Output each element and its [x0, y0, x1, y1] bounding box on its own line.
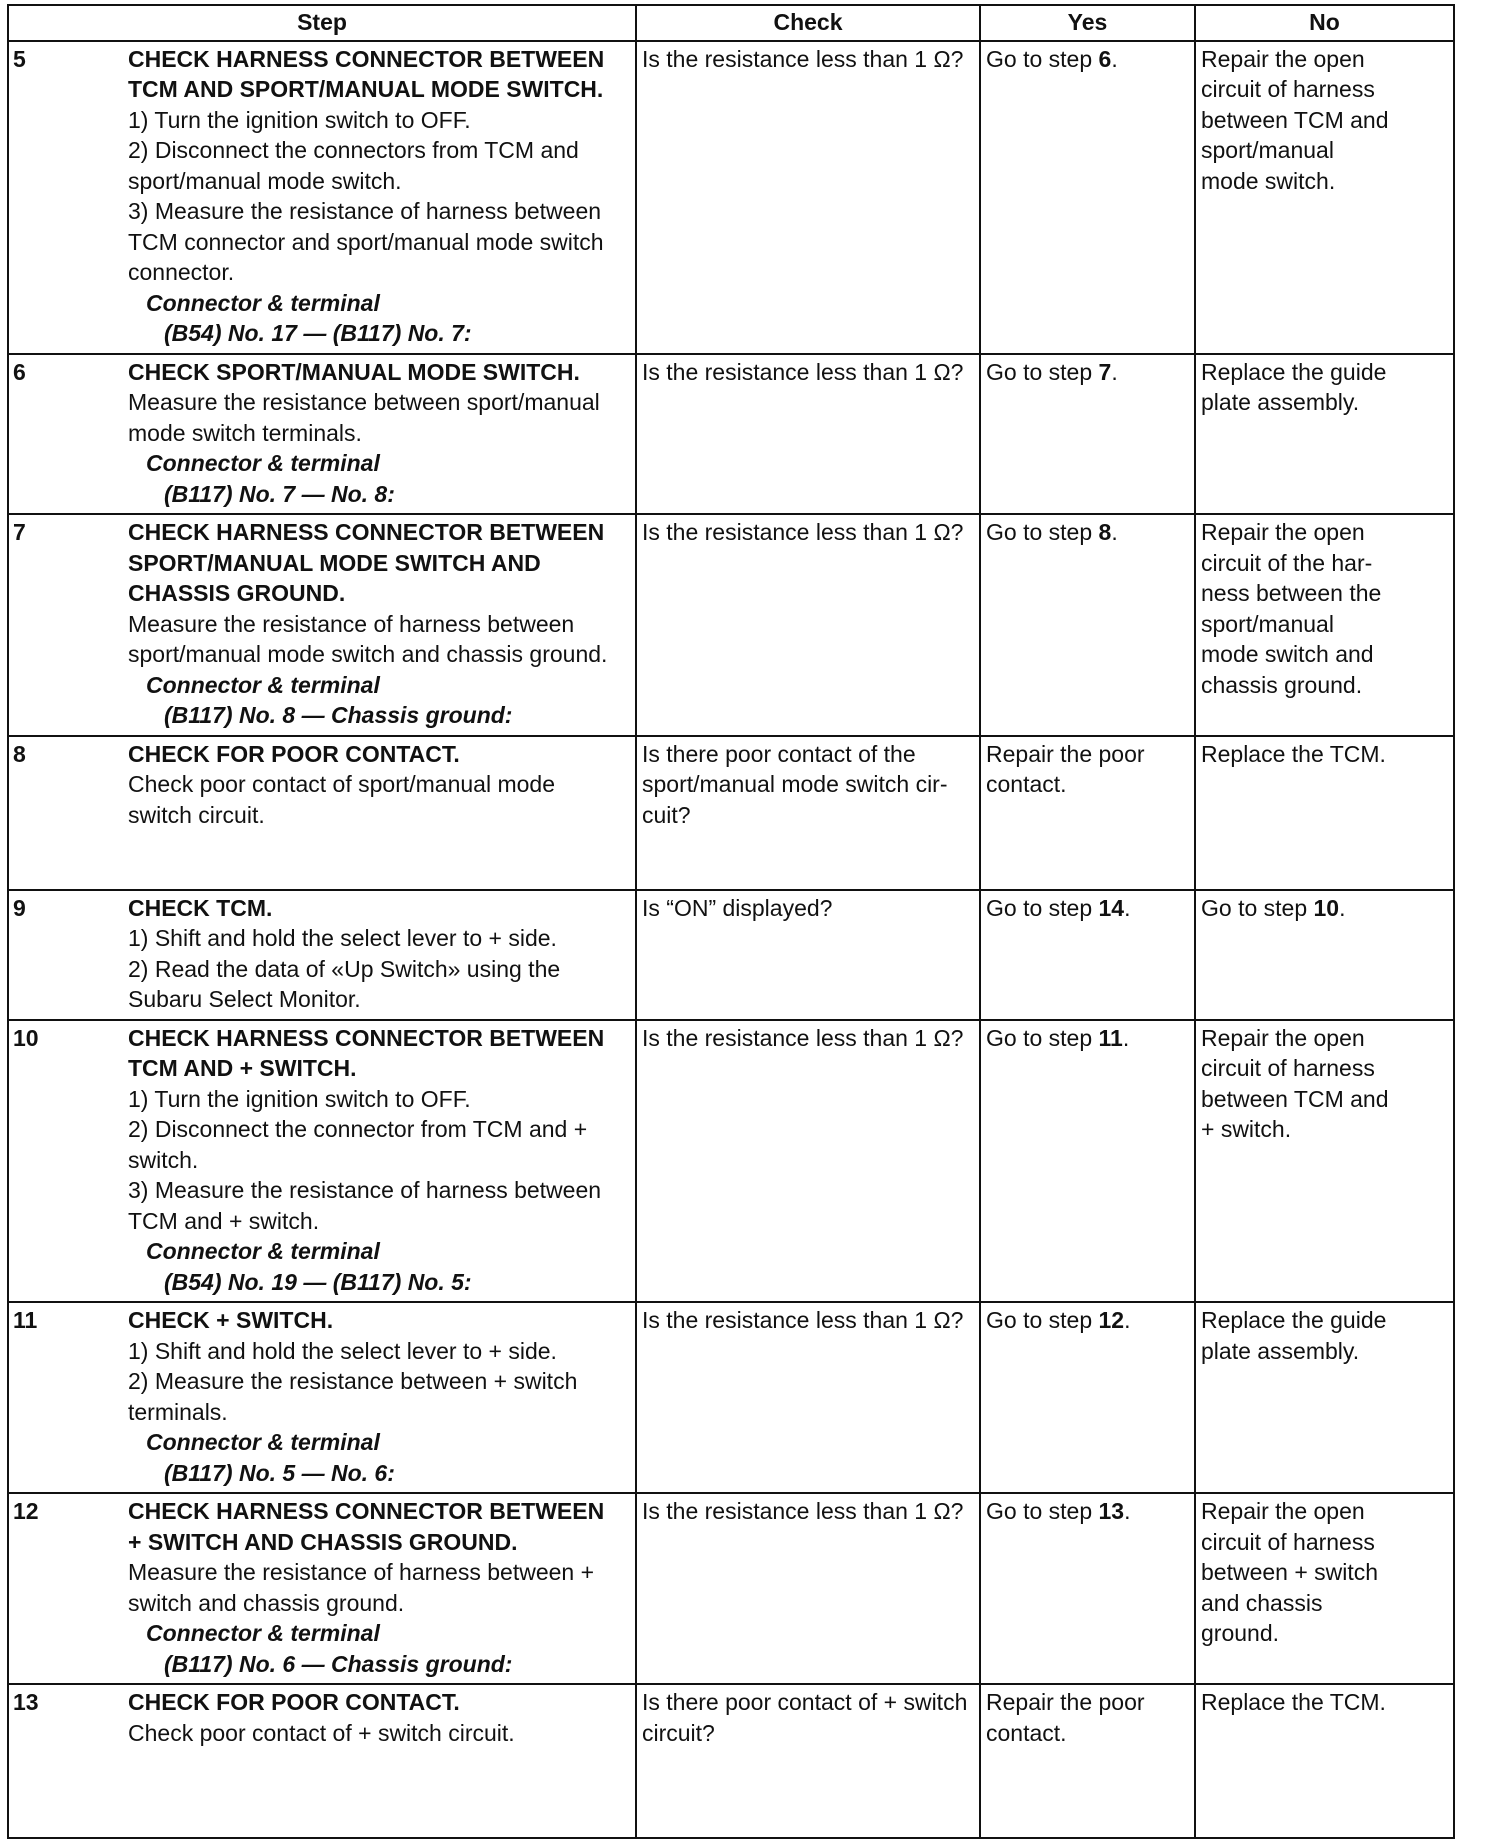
table-row: [8, 1684, 1454, 1838]
yes-step-number: 13: [1098, 1498, 1125, 1524]
no-text: Replace the guide: [1201, 1307, 1387, 1333]
step-number: 12: [8, 1493, 126, 1684]
no-text: and chassis: [1201, 1589, 1323, 1616]
check-cell: [636, 890, 980, 1020]
step-title: TCM AND + SWITCH.: [128, 1055, 357, 1081]
step-description: [126, 890, 636, 1020]
header-no: No: [1195, 5, 1454, 41]
no-text: Repair the open: [1201, 45, 1365, 72]
step-instruction: 1) Turn the ignition switch to OFF.: [128, 1085, 471, 1112]
step-instruction: Subaru Select Monitor.: [128, 986, 361, 1012]
no-text: sport/manual: [1201, 137, 1334, 163]
step-number: 10: [8, 1020, 126, 1303]
yes-prefix: Go to step: [986, 358, 1099, 385]
step-number: 6: [8, 354, 126, 515]
step-instruction: Measure the resistance between sport/manual: [128, 389, 600, 415]
yes-text: [986, 1305, 1189, 1336]
terminal-spec: (B54) No. 19 — (B117) No. 5:: [164, 1268, 472, 1295]
yes-text: [986, 1496, 1189, 1527]
yes-prefix: Go to step: [986, 45, 1099, 72]
yes-step-number: 7: [1098, 358, 1112, 385]
check-cell: [636, 1493, 980, 1684]
no-text: sport/manual: [1201, 610, 1334, 637]
step-title: TCM AND SPORT/MANUAL MODE SWITCH.: [128, 76, 604, 102]
check-cell: [636, 514, 980, 736]
yes-cell: [980, 1493, 1195, 1684]
yes-step-number: 8: [1098, 519, 1112, 545]
no-text: between + switch: [1201, 1559, 1379, 1585]
table-row: [8, 1020, 1454, 1303]
step-title: CHASSIS GROUND.: [128, 580, 346, 606]
table-row: [8, 41, 1454, 354]
yes-step-number: 12: [1098, 1307, 1125, 1333]
terminal-spec: (B117) No. 8 — Chassis ground:: [164, 702, 513, 728]
no-text: circuit of harness: [1201, 76, 1375, 102]
table-row: [8, 514, 1454, 736]
connector-label: Connector & terminal: [146, 1238, 380, 1264]
no-cell: [1195, 1302, 1454, 1493]
no-text: between TCM and: [1201, 106, 1389, 133]
step-instruction: 3) Measure the resistance of harness between: [128, 1177, 602, 1203]
step-number: 7: [8, 514, 126, 736]
step-title: CHECK FOR POOR CONTACT.: [128, 1689, 460, 1715]
step-title: SPORT/MANUAL MODE SWITCH AND: [128, 549, 541, 576]
step-description: [126, 736, 636, 890]
yes-prefix: Go to step: [986, 1024, 1099, 1051]
connector-label: Connector & terminal: [146, 450, 380, 476]
no-text: + switch.: [1201, 1116, 1292, 1142]
no-cell: [1195, 1684, 1454, 1838]
terminal-spec: (B117) No. 6 — Chassis ground:: [164, 1650, 513, 1677]
check-text: Is the resistance less than 1 Ω?: [642, 1024, 964, 1051]
step-title: CHECK HARNESS CONNECTOR BETWEEN: [128, 1498, 605, 1524]
check-cell: [636, 1302, 980, 1493]
step-number: 5: [8, 41, 126, 354]
yes-suffix: .: [1124, 894, 1131, 921]
no-cell: [1195, 1493, 1454, 1684]
yes-text: [986, 1023, 1189, 1054]
step-title: CHECK HARNESS CONNECTOR BETWEEN: [128, 519, 605, 545]
step-title: CHECK TCM.: [128, 894, 273, 921]
table-row: [8, 736, 1454, 890]
no-text: plate assembly.: [1201, 389, 1360, 415]
yes-step-number: 14: [1098, 894, 1125, 921]
no-cell: [1195, 41, 1454, 354]
yes-cell: [980, 354, 1195, 515]
no-text: Repair the open: [1201, 1498, 1365, 1524]
step-instruction: switch and chassis ground.: [128, 1589, 405, 1616]
step-number: 9: [8, 890, 126, 1020]
table-row: [8, 1493, 1454, 1684]
no-cell: [1195, 736, 1454, 890]
terminal-spec: (B117) No. 7 — No. 8:: [164, 480, 395, 507]
step-number: 11: [8, 1302, 126, 1493]
check-text: Is there poor contact of + switch: [642, 1689, 968, 1715]
no-suffix: .: [1339, 894, 1346, 921]
step-description: [126, 41, 636, 354]
no-text: [1201, 893, 1448, 924]
yes-suffix: .: [1111, 519, 1118, 545]
yes-suffix: .: [1111, 358, 1118, 385]
no-text: mode switch.: [1201, 167, 1336, 194]
yes-step-number: 11: [1098, 1024, 1123, 1051]
check-text: cuit?: [642, 801, 691, 828]
diagnostic-procedure-sheet: [7, 4, 1453, 1839]
step-description: [126, 1684, 636, 1838]
check-cell: [636, 354, 980, 515]
check-cell: [636, 736, 980, 890]
yes-text: [986, 517, 1189, 548]
no-text: Repair the open: [1201, 519, 1365, 545]
step-description: [126, 1493, 636, 1684]
yes-text: Repair the poor: [986, 740, 1145, 767]
check-text: sport/manual mode switch cir-: [642, 771, 948, 797]
no-text: chassis ground.: [1201, 671, 1363, 698]
yes-text: [986, 357, 1189, 388]
step-instruction: mode switch terminals.: [128, 419, 362, 446]
table-body: [8, 41, 1454, 1839]
connector-label: Connector & terminal: [146, 1620, 380, 1646]
step-description: [126, 1302, 636, 1493]
step-instruction: 2) Measure the resistance between + switch: [128, 1368, 578, 1394]
step-instruction: TCM and + switch.: [128, 1207, 320, 1234]
no-text: circuit of harness: [1201, 1055, 1375, 1081]
yes-step-number: 6: [1098, 45, 1112, 72]
step-instruction: sport/manual mode switch.: [128, 167, 402, 194]
no-text: ness between the: [1201, 580, 1382, 606]
no-text: Repair the open: [1201, 1024, 1365, 1051]
diagnostic-table: [7, 4, 1455, 1839]
step-instruction: 1) Turn the ignition switch to OFF.: [128, 106, 471, 133]
yes-text: [986, 893, 1189, 924]
terminal-spec: (B54) No. 17 — (B117) No. 7:: [164, 320, 472, 346]
step-title: CHECK + SWITCH.: [128, 1307, 334, 1333]
connector-label: Connector & terminal: [146, 671, 380, 698]
yes-text: contact.: [986, 1719, 1067, 1746]
header-yes: Yes: [980, 5, 1195, 41]
no-text: Replace the guide: [1201, 358, 1387, 385]
check-text: Is the resistance less than 1 Ω?: [642, 1307, 964, 1333]
yes-prefix: Go to step: [986, 1307, 1099, 1333]
step-number: 13: [8, 1684, 126, 1838]
check-text: Is the resistance less than 1 Ω?: [642, 358, 964, 385]
check-cell: [636, 1684, 980, 1838]
header-step: Step: [8, 5, 636, 41]
step-description: [126, 354, 636, 515]
step-number: 8: [8, 736, 126, 890]
step-instruction: 1) Shift and hold the select lever to + side.: [128, 1337, 557, 1364]
step-description: [126, 1020, 636, 1303]
check-text: Is the resistance less than 1 Ω?: [642, 1498, 964, 1524]
table-row: [8, 1302, 1454, 1493]
step-instruction: 2) Disconnect the connectors from TCM and: [128, 137, 579, 163]
step-instruction: Measure the resistance of harness between +: [128, 1559, 595, 1585]
step-instruction: TCM connector and sport/manual mode switch: [128, 228, 604, 255]
check-text: Is the resistance less than 1 Ω?: [642, 45, 964, 72]
yes-cell: [980, 1684, 1195, 1838]
step-instruction: Check poor contact of sport/manual mode: [128, 771, 556, 797]
step-instruction: switch circuit.: [128, 801, 265, 828]
yes-cell: [980, 890, 1195, 1020]
step-instruction: sport/manual mode switch and chassis ground.: [128, 641, 608, 667]
no-text: mode switch and: [1201, 641, 1374, 667]
terminal-spec: (B117) No. 5 — No. 6:: [164, 1459, 395, 1486]
table-row: [8, 890, 1454, 1020]
step-title: CHECK SPORT/MANUAL MODE SWITCH.: [128, 358, 580, 385]
table-header-row: [8, 5, 1454, 41]
no-text: ground.: [1201, 1620, 1280, 1646]
step-instruction: 3) Measure the resistance of harness between: [128, 198, 602, 224]
no-text: circuit of the har-: [1201, 549, 1373, 576]
no-cell: [1195, 890, 1454, 1020]
yes-suffix: .: [1111, 45, 1118, 72]
yes-cell: [980, 41, 1195, 354]
no-text: Replace the TCM.: [1201, 740, 1386, 767]
check-text: Is “ON” displayed?: [642, 894, 833, 921]
step-title: CHECK FOR POOR CONTACT.: [128, 740, 460, 767]
step-instruction: 2) Read the data of «Up Switch» using the: [128, 955, 561, 982]
no-text: circuit of harness: [1201, 1528, 1375, 1555]
yes-suffix: .: [1122, 1024, 1130, 1051]
step-instruction: terminals.: [128, 1398, 228, 1425]
no-text: plate assembly.: [1201, 1337, 1360, 1364]
no-step-number: 10: [1313, 894, 1340, 921]
step-description: [126, 514, 636, 736]
connector-label: Connector & terminal: [146, 1429, 380, 1455]
check-text: Is the resistance less than 1 Ω?: [642, 519, 964, 545]
yes-cell: [980, 736, 1195, 890]
yes-text: [986, 44, 1189, 75]
header-check: Check: [636, 5, 980, 41]
step-instruction: Measure the resistance of harness between: [128, 610, 575, 637]
no-cell: [1195, 514, 1454, 736]
check-cell: [636, 41, 980, 354]
yes-cell: [980, 1020, 1195, 1303]
yes-suffix: .: [1124, 1307, 1131, 1333]
no-text: between TCM and: [1201, 1085, 1389, 1112]
step-title: CHECK HARNESS CONNECTOR BETWEEN: [128, 45, 605, 72]
no-prefix: Go to step: [1201, 894, 1314, 921]
yes-cell: [980, 1302, 1195, 1493]
yes-prefix: Go to step: [986, 519, 1099, 545]
step-instruction: 1) Shift and hold the select lever to + side.: [128, 925, 557, 951]
check-cell: [636, 1020, 980, 1303]
yes-prefix: Go to step: [986, 894, 1099, 921]
connector-label: Connector & terminal: [146, 289, 380, 316]
check-text: circuit?: [642, 1719, 715, 1746]
yes-text: contact.: [986, 771, 1067, 797]
no-text: Replace the TCM.: [1201, 1689, 1386, 1715]
step-title: + SWITCH AND CHASSIS GROUND.: [128, 1528, 518, 1555]
step-instruction: Check poor contact of + switch circuit.: [128, 1719, 515, 1746]
yes-prefix: Go to step: [986, 1498, 1099, 1524]
yes-text: Repair the poor: [986, 1689, 1145, 1715]
no-cell: [1195, 354, 1454, 515]
step-instruction: 2) Disconnect the connector from TCM and +: [128, 1116, 588, 1142]
table-row: [8, 354, 1454, 515]
yes-cell: [980, 514, 1195, 736]
no-cell: [1195, 1020, 1454, 1303]
step-title: CHECK HARNESS CONNECTOR BETWEEN: [128, 1024, 605, 1051]
check-text: Is there poor contact of the: [642, 740, 916, 767]
step-instruction: switch.: [128, 1146, 199, 1173]
yes-suffix: .: [1124, 1498, 1131, 1524]
step-instruction: connector.: [128, 259, 235, 285]
